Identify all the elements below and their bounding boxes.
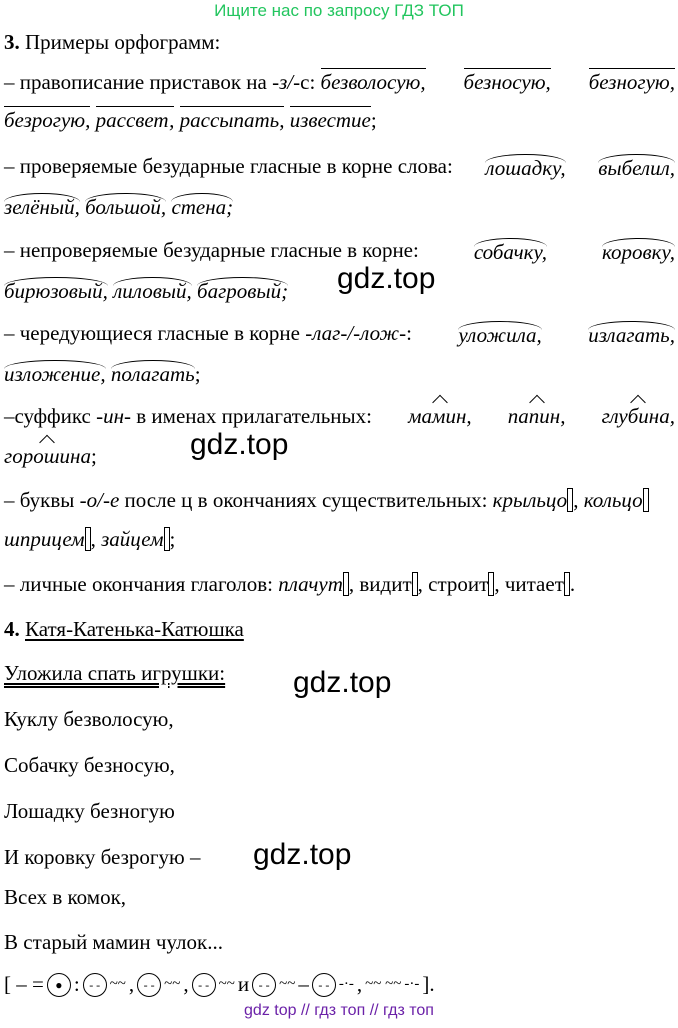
example-word: уложила, (458, 323, 542, 347)
watermark: gdz.top (253, 838, 352, 871)
prefix-rule-line-2: безрогую, рассвет, рассыпать, известие; (4, 108, 377, 132)
example-word: зайцем (101, 527, 164, 551)
section-4-number: 4. (4, 617, 20, 641)
poem-line: Всех в комок, (4, 885, 127, 909)
example-word: шприцем (4, 527, 85, 551)
member-circle-icon: - - (252, 973, 276, 997)
checkable-rule-text: – проверяемые безударные гласные в корне слова: (4, 154, 453, 178)
dash-dot-icon: -·- (338, 976, 354, 992)
example-word: строит (428, 572, 489, 596)
watermark: gdz.top (190, 428, 289, 461)
poem-line: В старый мамин чулок... (4, 930, 223, 954)
wave-icon: ~~ (109, 976, 126, 992)
example-word: выбелил, (598, 156, 675, 180)
poem-line: Собачку безносую, (4, 753, 175, 777)
example-word: рассвет, (95, 108, 175, 132)
wave-icon: ~~ ~~ (365, 976, 402, 992)
unchecked-rule-text: – непроверяемые безударные гласные в корне: (4, 238, 419, 262)
example-word: стена; (171, 195, 234, 219)
example-word: зелёный, (4, 195, 80, 219)
wave-icon: ~~ (218, 976, 235, 992)
footer-credits: gdz top // гдз топ // гдз топ (244, 1002, 434, 1019)
example-word: мамин, (408, 404, 472, 428)
example-word: излагать, (588, 323, 675, 347)
example-word: коровку, (601, 240, 675, 264)
section-3-number: 3. (4, 30, 20, 54)
example-word: лиловый, (113, 279, 192, 303)
search-banner: Ищите нас по запросу ГДЗ ТОП (214, 1, 464, 20)
subject-circle-icon: ● (47, 973, 71, 997)
example-word: горошина (4, 444, 91, 468)
poem-line: Лошадку безногую (4, 799, 175, 823)
example-word: багровый; (197, 279, 289, 303)
poem-line: Уложила спать игрушки: (4, 661, 226, 685)
example-word: полагать (110, 362, 195, 386)
suffix-rule-text: –суффикс -ин- в именах прилагательных: (4, 404, 372, 428)
dash-dot-icon: -·- (404, 976, 420, 992)
member-circle-icon: - - (312, 973, 336, 997)
checkable-rule-line-2 (4, 193, 233, 219)
example-word: читает (504, 572, 564, 596)
unchecked-rule-line-2 (4, 277, 288, 303)
example-word: глубина, (601, 404, 675, 428)
section-4-heading (4, 617, 244, 641)
sentence-scheme: [ – = ● : - - ~~ , - - ~~ , - - ~~ и - - ~~ – - - -·- , ~~ ~~ -·- ]. (4, 972, 435, 996)
section-4-title: Катя-Катенька-Катюшка (25, 617, 244, 641)
example-word: лошадку, (485, 156, 566, 180)
example-word: рассыпать, (179, 108, 285, 132)
suffix-rule-line-1 (4, 404, 675, 428)
watermark: gdz.top (337, 262, 436, 295)
suffix-rule-line-2: горошина; (4, 444, 97, 468)
wave-icon: ~~ (164, 976, 181, 992)
member-circle-icon: - - (83, 973, 107, 997)
member-circle-icon: - - (192, 973, 216, 997)
section-3-heading (4, 30, 220, 54)
alternating-rule-line-1 (4, 321, 675, 347)
ending-rule-line-1: – буквы -о/-е после ц в окончаниях существительных: крыльцо , кольцо (4, 488, 649, 512)
example-word: собачку, (473, 240, 547, 264)
alternating-rule-text: – чередующиеся гласные в корне -лаг-/-лож-: (4, 321, 412, 345)
example-word: папин, (507, 404, 566, 428)
example-word: большой, (85, 195, 167, 219)
unchecked-rule-line-1 (4, 238, 675, 264)
example-word: известие (289, 108, 371, 132)
example-word: изложение, (4, 362, 106, 386)
example-word: видит (359, 572, 412, 596)
section-3-title: Примеры орфограмм: (19, 30, 221, 54)
example-word: безносую, (463, 70, 551, 94)
ending-rule-text: – буквы -о/-е после ц в окончаниях существительных: (4, 488, 493, 512)
ending-rule-line-2: шприцем , зайцем ; (4, 527, 176, 551)
example-word: бирюзовый, (4, 279, 108, 303)
example-word: крыльцо (492, 488, 568, 512)
example-word: безволосую, (320, 70, 426, 94)
poem-line: Куклу безволосую, (4, 707, 174, 731)
watermark: gdz.top (293, 666, 392, 699)
alternating-rule-line-2: изложение, полагать; (4, 362, 201, 386)
checkable-rule-line-1 (4, 154, 675, 180)
example-word: кольцо (583, 488, 643, 512)
example-word: безногую, (588, 70, 675, 94)
prefix-rule-line-1 (4, 70, 675, 94)
member-circle-icon: - - (137, 973, 161, 997)
verb-rule-line: – личные окончания глаголов: плачут , видит , строит , читает . (4, 572, 576, 596)
poem-line: И коровку безрогую – (4, 845, 201, 869)
wave-icon: ~~ (279, 976, 296, 992)
verb-rule-text: – личные окончания глаголов: (4, 572, 279, 596)
prefix-rule-text: – правописание приставок на -з/-с: безволосую, (4, 70, 426, 94)
example-word: плачут (278, 572, 343, 596)
example-word: безрогую, (4, 108, 91, 132)
